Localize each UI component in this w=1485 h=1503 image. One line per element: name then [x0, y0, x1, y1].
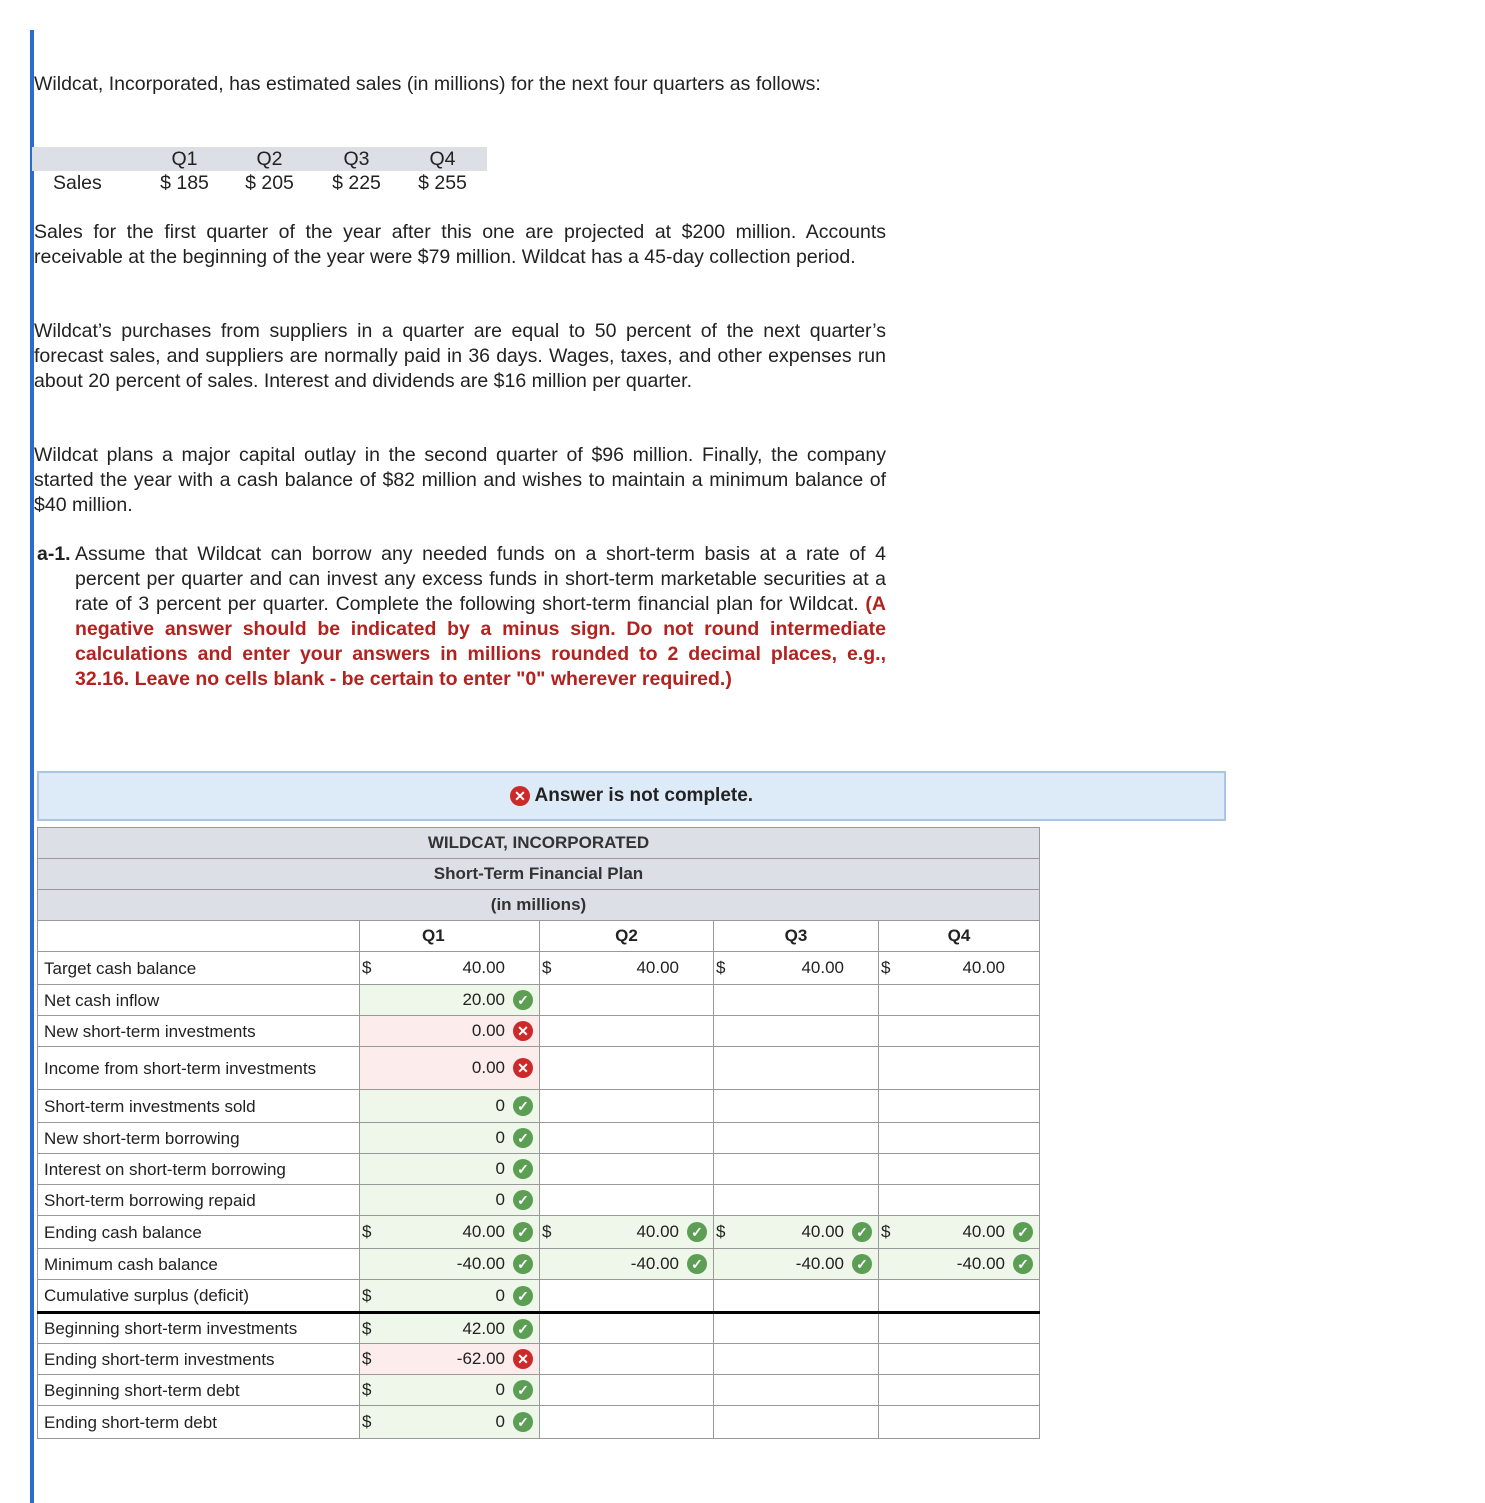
cell-q4[interactable]: [879, 1216, 1040, 1249]
sales-row-label: Sales: [53, 172, 102, 194]
check-icon: ✓: [1013, 1222, 1033, 1242]
cell-value[interactable]: 0.00: [471, 1058, 505, 1077]
check-icon: ✓: [513, 1254, 533, 1274]
cell-q2: [540, 1313, 714, 1344]
cell-q2[interactable]: [540, 1216, 714, 1249]
currency-symbol: $: [716, 1222, 726, 1241]
cell-q2: [540, 952, 714, 985]
check-icon: ✓: [852, 1254, 872, 1274]
row-label: Ending cash balance: [38, 1216, 360, 1249]
check-icon: ✓: [513, 1380, 533, 1400]
cell-value: 40.00: [962, 958, 1005, 977]
cell-value[interactable]: 42.00: [462, 1318, 505, 1338]
currency-symbol: $: [362, 1222, 372, 1241]
cell-q2: [540, 1280, 714, 1313]
cell-q3: [714, 1344, 879, 1375]
sales-q1-value: $ 185: [160, 172, 209, 194]
cell-q4: [879, 985, 1040, 1016]
cell-q2: [540, 1123, 714, 1154]
row-label: Cumulative surplus (deficit): [38, 1280, 360, 1313]
plan-units: (in millions): [38, 890, 1040, 921]
check-icon: ✓: [1013, 1254, 1033, 1274]
cell-value[interactable]: 0: [495, 1412, 505, 1431]
check-icon: ✓: [513, 1128, 533, 1148]
cell-q4: [879, 1047, 1040, 1090]
cell-q1[interactable]: [360, 1123, 540, 1154]
cell-q3[interactable]: [714, 1249, 879, 1280]
cell-q4: [879, 1123, 1040, 1154]
row-label: Target cash balance: [38, 952, 360, 985]
currency-symbol: $: [362, 1380, 372, 1399]
answer-status-banner: [37, 771, 1226, 821]
plan-blank-header: [38, 921, 360, 952]
check-icon: ✓: [687, 1222, 707, 1242]
table-row: [38, 1185, 1040, 1216]
sales-q1-header: Q1: [171, 148, 198, 170]
cell-q3: [714, 1090, 879, 1123]
currency-symbol: $: [362, 1318, 372, 1338]
part-instructions: (A negative answer should be indicated by a minus sign. Do not round intermediate calculations and enter your answers in millions rounded to 2 decimal places, e.g., 32.16. Leave no cells blank - be certain to enter "0" wherever required.): [75, 593, 886, 690]
cell-value[interactable]: 0: [495, 1380, 505, 1399]
cell-value[interactable]: -40.00: [795, 1254, 844, 1273]
table-row: [38, 1249, 1040, 1280]
cell-q4: [879, 1090, 1040, 1123]
row-label: Beginning short-term investments: [38, 1313, 360, 1344]
cell-q1[interactable]: [360, 1154, 540, 1185]
check-icon: ✓: [513, 1159, 533, 1179]
plan-q2-header: Q2: [540, 921, 714, 952]
cell-q4: [879, 1375, 1040, 1406]
part-text: Assume that Wildcat can borrow any needed funds on a short-term basis at a rate of 4 percent per quarter and can invest any excess funds in short-term marketable securities at a rate of 3 percent per quarter. Complete the following short-term financial plan for Wildcat.: [75, 543, 886, 615]
check-icon: ✓: [513, 1286, 533, 1306]
check-icon: ✓: [513, 1222, 533, 1242]
row-label: Short-term borrowing repaid: [38, 1185, 360, 1216]
part-label: a-1.: [37, 543, 71, 565]
cell-value[interactable]: -40.00: [630, 1254, 679, 1273]
paragraph-2: Sales for the first quarter of the year after this one are projected at $200 million. Accounts receivable at the beginning of the year were $79 million. Wildcat has a 45-day collection period.: [34, 221, 886, 268]
sales-q2-value: $ 205: [245, 172, 294, 194]
x-icon: ✕: [513, 1021, 533, 1041]
currency-symbol: $: [362, 1349, 372, 1368]
row-label: Net cash inflow: [38, 985, 360, 1016]
row-label: Short-term investments sold: [38, 1090, 360, 1123]
cell-value[interactable]: 40.00: [962, 1222, 1005, 1241]
table-row: [38, 1375, 1040, 1406]
cell-q1[interactable]: [360, 1047, 540, 1090]
cell-q3[interactable]: [714, 1216, 879, 1249]
table-row: [38, 1344, 1040, 1375]
cell-q2: [540, 1406, 714, 1439]
check-icon: ✓: [687, 1254, 707, 1274]
cell-q1[interactable]: [360, 1090, 540, 1123]
cell-q1[interactable]: [360, 1344, 540, 1375]
plan-q1-header: Q1: [360, 921, 540, 952]
currency-symbol: $: [881, 1222, 891, 1241]
cell-value[interactable]: 0: [495, 1128, 505, 1147]
cell-value[interactable]: 40.00: [801, 1222, 844, 1241]
sales-q4-header: Q4: [429, 148, 456, 170]
table-row: [38, 1154, 1040, 1185]
cell-q2: [540, 1047, 714, 1090]
row-label: Minimum cash balance: [38, 1249, 360, 1280]
cell-q3: [714, 952, 879, 985]
cell-value[interactable]: -62.00: [456, 1349, 505, 1368]
cell-q3: [714, 1154, 879, 1185]
cell-q3: [714, 1375, 879, 1406]
cell-value[interactable]: 0: [495, 1190, 505, 1209]
cell-q3: [714, 1313, 879, 1344]
row-label: Income from short-term investments: [38, 1047, 360, 1090]
table-row: [38, 1313, 1040, 1344]
cell-q2: [540, 1185, 714, 1216]
check-icon: ✓: [513, 1096, 533, 1116]
currency-symbol: $: [881, 958, 891, 977]
sales-q3-value: $ 225: [332, 172, 381, 194]
cell-q1[interactable]: [360, 1249, 540, 1280]
sales-table: [32, 147, 487, 195]
table-row: [38, 1090, 1040, 1123]
sales-q2-header: Q2: [256, 148, 283, 170]
currency-symbol: $: [542, 1222, 552, 1241]
row-label: New short-term borrowing: [38, 1123, 360, 1154]
table-row: [38, 1280, 1040, 1313]
table-row: [38, 1016, 1040, 1047]
sales-table-row: [32, 171, 487, 195]
currency-symbol: $: [362, 1412, 372, 1431]
cell-q4: [879, 1280, 1040, 1313]
cell-q4: [879, 1185, 1040, 1216]
cell-q2: [540, 1375, 714, 1406]
cell-q4: [879, 1344, 1040, 1375]
part-body: [75, 542, 886, 692]
row-label: Ending short-term investments: [38, 1344, 360, 1375]
cell-q3: [714, 985, 879, 1016]
row-label: Interest on short-term borrowing: [38, 1154, 360, 1185]
cell-q1[interactable]: [360, 1216, 540, 1249]
paragraph-3: Wildcat’s purchases from suppliers in a quarter are equal to 50 percent of the next quarter’s forecast sales, and suppliers are normally paid in 36 days. Wages, taxes, and other expenses run about 20 percent of sales. Interest and dividends are $16 million per quarter.: [34, 320, 886, 392]
plan-company: WILDCAT, INCORPORATED: [38, 828, 1040, 859]
cell-q1: [360, 952, 540, 985]
sales-q3-header: Q3: [343, 148, 370, 170]
cell-q3: [714, 1047, 879, 1090]
cell-q3: [714, 1123, 879, 1154]
row-label: Ending short-term debt: [38, 1406, 360, 1439]
cell-q1[interactable]: [360, 1016, 540, 1047]
table-row: [38, 952, 1040, 985]
part-a1-question: [37, 542, 886, 692]
cell-value[interactable]: 0: [495, 1159, 505, 1178]
financial-plan-table: [37, 827, 1040, 1439]
check-icon: ✓: [513, 1319, 533, 1339]
cell-q3: [714, 1185, 879, 1216]
currency-symbol: $: [362, 1285, 372, 1305]
cell-q1[interactable]: [360, 1375, 540, 1406]
cell-value[interactable]: 0.00: [471, 1021, 505, 1040]
check-icon: ✓: [513, 990, 533, 1010]
x-icon: ✕: [510, 786, 530, 806]
row-label: Beginning short-term debt: [38, 1375, 360, 1406]
cell-q4[interactable]: [879, 1249, 1040, 1280]
banner-text: Answer is not complete.: [534, 785, 754, 806]
cell-value[interactable]: 0: [495, 1285, 505, 1305]
row-label: New short-term investments: [38, 1016, 360, 1047]
plan-title: Short-Term Financial Plan: [38, 859, 1040, 890]
cell-q3: [714, 1016, 879, 1047]
cell-value[interactable]: 20.00: [462, 990, 505, 1009]
cell-q2: [540, 1016, 714, 1047]
cell-q2: [540, 1344, 714, 1375]
cell-q4: [879, 1313, 1040, 1344]
x-icon: ✕: [513, 1349, 533, 1369]
table-row: [38, 1216, 1040, 1249]
cell-q3: [714, 1280, 879, 1313]
x-icon: ✕: [513, 1058, 533, 1078]
cell-q1[interactable]: [360, 1406, 540, 1439]
check-icon: ✓: [513, 1412, 533, 1432]
currency-symbol: $: [716, 958, 726, 977]
cell-q4: [879, 952, 1040, 985]
cell-value[interactable]: 40.00: [462, 1222, 505, 1241]
plan-q3-header: Q3: [714, 921, 879, 952]
cell-q2[interactable]: [540, 1249, 714, 1280]
check-icon: ✓: [852, 1222, 872, 1242]
plan-q4-header: Q4: [879, 921, 1040, 952]
cell-q2: [540, 985, 714, 1016]
sales-q4-value: $ 255: [418, 172, 467, 194]
check-icon: ✓: [513, 1190, 533, 1210]
intro-paragraph: Wildcat, Incorporated, has estimated sales (in millions) for the next four quarters as follows:: [34, 73, 821, 95]
table-row: [38, 985, 1040, 1016]
cell-q4: [879, 1016, 1040, 1047]
cell-value[interactable]: -40.00: [956, 1254, 1005, 1273]
cell-q4: [879, 1154, 1040, 1185]
cell-value[interactable]: 0: [495, 1096, 505, 1115]
cell-value[interactable]: -40.00: [456, 1254, 505, 1273]
currency-symbol: $: [362, 958, 372, 977]
sales-table-header: [32, 147, 487, 171]
paragraph-4: Wildcat plans a major capital outlay in the second quarter of $96 million. Finally, the company started the year with a cash balance of $82 million and wishes to maintain a minimum balance of $40 million.: [34, 444, 886, 516]
table-row: [38, 1406, 1040, 1439]
cell-value: 40.00: [636, 958, 679, 977]
cell-q2: [540, 1090, 714, 1123]
cell-q1[interactable]: [360, 1313, 540, 1344]
cell-q1[interactable]: [360, 1185, 540, 1216]
cell-q2: [540, 1154, 714, 1185]
cell-q1[interactable]: [360, 985, 540, 1016]
currency-symbol: $: [542, 958, 552, 977]
table-row: [38, 1123, 1040, 1154]
cell-q1[interactable]: [360, 1280, 540, 1313]
cell-value[interactable]: 40.00: [636, 1222, 679, 1241]
cell-q4: [879, 1406, 1040, 1439]
cell-value: 40.00: [801, 958, 844, 977]
cell-value: 40.00: [462, 958, 505, 977]
table-row: [38, 1047, 1040, 1090]
cell-q3: [714, 1406, 879, 1439]
